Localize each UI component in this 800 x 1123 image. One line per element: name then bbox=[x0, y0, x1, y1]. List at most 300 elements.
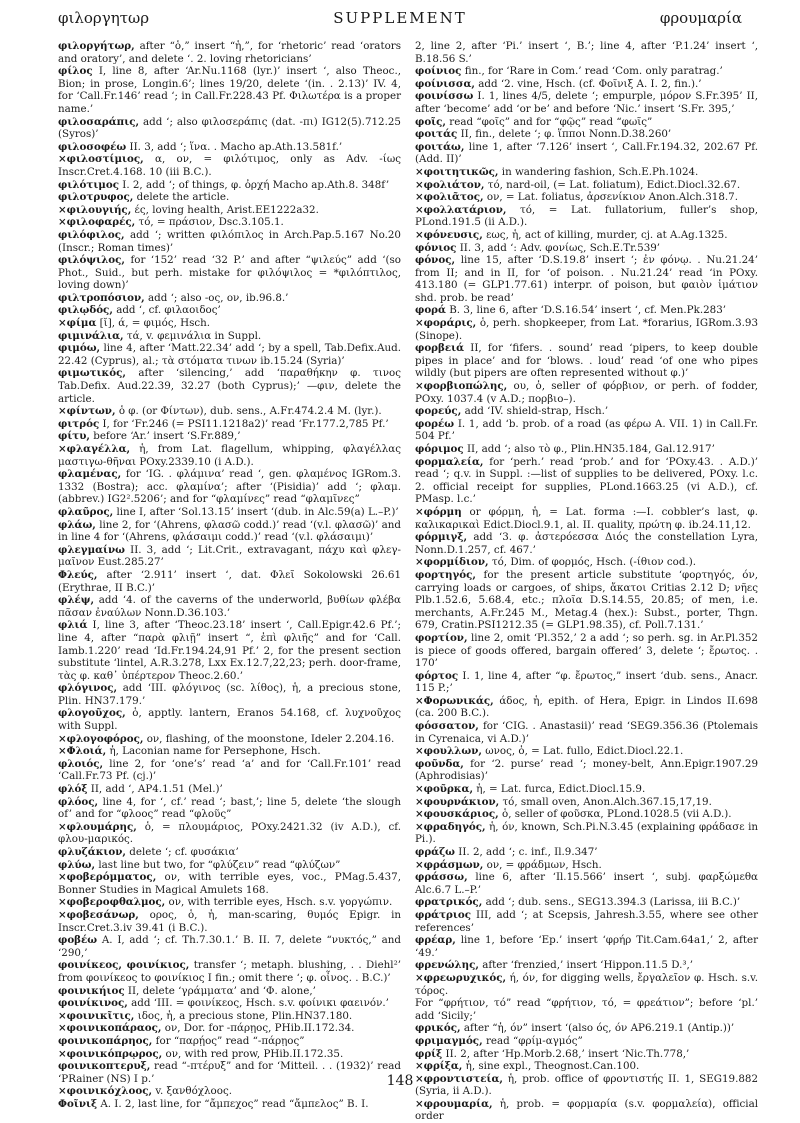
entry-headword: φράζω bbox=[415, 846, 455, 858]
entry-text: ἡ, Laconian name for Persephone, Hsch. bbox=[106, 745, 321, 758]
dictionary-entry bbox=[58, 1022, 401, 1035]
entry-headword: φοῦνδα, bbox=[415, 757, 464, 770]
dictionary-entry bbox=[415, 342, 758, 380]
entry-headword: φρατρικός, bbox=[415, 896, 483, 909]
entry-headword: φλάω, bbox=[58, 518, 96, 531]
entry-text: I, line 8, after ‘Ar.Nu.1168 (lyr.)’ insert ‘, also Theoc., Bion; in prose, Longin.6’; lines 19/20, delete ‘(in. . 2.13)’ IV. 4, for ‘Call.Fr.146’ read ‘; in Call.Fr.228.43 Pf. Φιλωτέρα is a proper name.’ bbox=[58, 65, 401, 115]
dictionary-entry bbox=[58, 342, 401, 367]
entry-headword: ×φόρμη bbox=[415, 505, 462, 518]
dictionary-entry bbox=[58, 1035, 401, 1048]
dictionary-entry bbox=[415, 116, 758, 129]
entry-text: I, for ‘Fr.246 (= PSI11.1218a2)’ read ‘Fr.177.2,785 Pf.’ bbox=[99, 417, 389, 430]
dictionary-entry bbox=[58, 959, 401, 984]
entry-text: delete ‘; cf. φυσάκια’ bbox=[126, 846, 239, 858]
entry-headword: φοίνιος bbox=[415, 65, 462, 78]
entry-headword: φοιτάς bbox=[415, 128, 458, 141]
entry-text: ἡ, = Lat. furca, Edict.Diocl.15.9. bbox=[473, 783, 646, 796]
entry-headword: φρενώλης, bbox=[415, 959, 479, 972]
dictionary-entry bbox=[415, 569, 758, 632]
dictionary-entry bbox=[415, 1035, 758, 1048]
entry-text: after ‘frenzied,’ insert ‘Hippon.11.5 D.³,’ bbox=[478, 959, 694, 972]
entry-headword: Φοῖνιξ bbox=[58, 1097, 98, 1110]
entry-text: or φόρμη, ἡ, = Lat. forma :—I. cobbler’s last, φ. καλικαρικαὶ Edict.Diocl.9.1, al. II. quality, πρώτη φ. ib.24.11,12. bbox=[415, 505, 758, 531]
entry-text: before ‘Ar.’ insert ‘S.Fr.889,’ bbox=[89, 430, 241, 443]
entry-text: II. 3, add ‘; Lit.Crit., extravagant, πάχυ καὶ φλεγ-μαῖνον Eust.285.27’ bbox=[58, 543, 401, 569]
entry-headword: Φλεύς, bbox=[58, 568, 98, 581]
dictionary-entry bbox=[415, 846, 758, 859]
dictionary-entry bbox=[58, 304, 401, 317]
dictionary-entry bbox=[415, 670, 758, 695]
entry-text: add ‘III. φλόγινος (sc. λίθος), ἡ, a precious stone, Plin. HN37.179.’ bbox=[58, 682, 401, 707]
entry-headword: φόσσατον, bbox=[415, 720, 479, 733]
entry-text: II. 3, add ‘: Adv. φονίως, Sch.E.Tr.539’ bbox=[456, 241, 661, 254]
entry-headword: φοίνισσα, bbox=[415, 77, 475, 90]
entry-headword: φοινίκινος, bbox=[58, 997, 128, 1010]
entry-text: ον, with terrible eyes, Hsch. s.v. γοργώπιν. bbox=[165, 896, 393, 909]
entry-text: I. 1, lines 4/5, delete ‘; empurple, μόρον S.Fr.395’ II, after ‘become’ add ‘or be’ and before ‘Nic.’ insert ‘S.Fr. 395,’ bbox=[415, 90, 758, 115]
entry-text: read “-πτέρυξ” and for ‘Mitteil. . . (1932)’ read ‘PRainer (NS) I p.’ bbox=[58, 1060, 401, 1085]
entry-headword: ×φοιτητικῶς, bbox=[415, 165, 499, 178]
dictionary-entry bbox=[58, 1010, 401, 1023]
entry-headword: ×φολιάτον, bbox=[415, 178, 485, 191]
dictionary-entry bbox=[58, 934, 401, 959]
entry-headword: φοινίκεος, φοινίκιος, bbox=[58, 959, 190, 972]
entry-text: line 15, after ‘D.S.19.8’ insert ‘; ἐν φόνῳ. . Nu.21.24’ from II; and in II, for ‘of poison. . Nu.21.24’ read ‘in POxy. 413.180 (= GLP1.77.61) interpr. of poison, but φαιὸν ἱμάτιον shd. prob. be read’ bbox=[415, 254, 758, 304]
entry-text: ιδος, ἡ, a precious stone, Plin.HN37.180. bbox=[134, 1009, 353, 1022]
entry-headword: φοινικοπτερυξ, bbox=[58, 1060, 151, 1073]
entry-text: άδος, ἡ, epith. of Hera, Epigr. in Lindos II.698 (ca. 200 B.C.). bbox=[415, 694, 758, 720]
dictionary-entry bbox=[415, 1048, 758, 1061]
dictionary-entry bbox=[415, 380, 758, 405]
entry-text: add ‘2. vine, Hsch. (cf. Φοῖνιξ A. I. 2, fin.).’ bbox=[475, 77, 702, 90]
entry-text: line I, after ‘Sol.13.15’ insert ‘(dub. in Alc.59(a) L.–P.)’ bbox=[113, 505, 399, 518]
dictionary-entry bbox=[58, 783, 401, 796]
dictionary-entry bbox=[415, 78, 758, 91]
entry-headword: ×φραδηγός, bbox=[415, 820, 486, 833]
entry-text: τό, Dim. of φορμός, Hsch. (-ίθιον cod.). bbox=[488, 556, 696, 569]
entry-headword: ×φοινικόπρῳρος, bbox=[58, 1047, 163, 1060]
entry-headword: φιλοργήτωρ, bbox=[58, 40, 135, 52]
entry-text: line 2, omit ‘Pl.352,’ 2 a add ‘; so perh. sg. in Ar.Pl.352 is piece of goods offered, bargain offered’ 3, delete ‘; ἔρωτος. . 170’ bbox=[415, 631, 758, 670]
entry-headword: ×φοβεσάνωρ, bbox=[58, 908, 139, 921]
entry-headword: φίτυ, bbox=[58, 430, 90, 443]
entry-text: α, ον, = φιλότιμος, only as Adv. -ίως Inscr.Cret.4.168. 10 (iii B.C.). bbox=[58, 153, 401, 178]
dictionary-entry bbox=[58, 367, 401, 405]
entry-text: [ῐ], ά, = φιμός, Hsch. bbox=[96, 317, 211, 330]
entry-headword: ×φλογοφόρος, bbox=[58, 732, 144, 745]
entry-headword: ×φίντων, bbox=[58, 405, 116, 418]
entry-text: ου, ὁ, seller of φόρβιον, or perh. of fodder, POxy. 1037.4 (v A.D.; πορβιο–). bbox=[415, 380, 758, 405]
dictionary-entry bbox=[415, 304, 758, 317]
dictionary-entry bbox=[415, 808, 758, 821]
dictionary-entry bbox=[58, 216, 401, 229]
dictionary-entry bbox=[58, 141, 401, 154]
dictionary-entry bbox=[415, 934, 758, 959]
entry-text: For “φρήτιον, τό” read “φρήτιον, τό, = φρεάτιον”; before ‘pl.’ add ‘Sicily;’ bbox=[415, 997, 758, 1022]
dictionary-entry bbox=[58, 733, 401, 746]
entry-headword: φοινικοπάρηος, bbox=[58, 1034, 153, 1047]
entry-text: II, add ‘, AP4.1.51 (Mel.)’ bbox=[87, 783, 223, 796]
dictionary-entry bbox=[415, 254, 758, 304]
entry-headword: φοῖς, bbox=[415, 115, 447, 128]
entry-text: for ‘152’ read ‘32 P.’ and after “ψιλεύς” add ‘(so Phot., Suid., but perh. mistake for φιλόψιλος = *φιλόπτιλος, loving down)’ bbox=[58, 254, 401, 292]
entry-headword: φίλος bbox=[58, 65, 93, 78]
entry-text: ἡ, sine expl., Theognost.Can.100. bbox=[462, 1060, 640, 1073]
entry-headword: φλέψ, bbox=[58, 594, 95, 607]
entry-headword: ×Φλοιά, bbox=[58, 745, 107, 758]
entry-headword: φράτριος bbox=[415, 908, 471, 921]
dictionary-entry bbox=[58, 191, 401, 204]
entry-headword: φορμαλεία, bbox=[415, 455, 484, 468]
entry-text: line 4, for ‘, cf.’ read ‘; bast,’; line 5, delete ‘the slough of’ and for “φλοος” read “φλοῦς” bbox=[58, 795, 401, 821]
entry-text: line 4, after ‘Matt.22.34’ add ‘; by a spell, Tab.Defix.Aud. 22.42 (Cyprus), al.; τὰ στόματα τινων ib.15.24 (Syria)’ bbox=[58, 342, 401, 367]
entry-text: II, delete ‘γράμματα’ and ‘Φ. alone,’ bbox=[124, 984, 316, 997]
entry-headword: φριμαγμός, bbox=[415, 1034, 483, 1047]
entry-text: ἡ, prob. office of φροντιστής II. 1, SEG19.882 (Syria, ii A.D.). bbox=[415, 1072, 758, 1098]
entry-headword: φιλότιμος bbox=[58, 178, 119, 191]
dictionary-entry bbox=[415, 556, 758, 569]
dictionary-entry bbox=[58, 821, 401, 846]
entry-text: A. I. 2, last line, for “ἄμπεχος” read “ἄμπελος” B. I. bbox=[97, 1097, 369, 1110]
entry-text: ἡ, όν, known, Sch.Pi.N.3.45 (explaining φράδασε in Pi.). bbox=[415, 820, 758, 846]
dictionary-entry bbox=[415, 128, 758, 141]
entry-headword: φρικός, bbox=[415, 1022, 461, 1035]
entry-headword: ×Φορωνικάς, bbox=[415, 694, 494, 707]
dictionary-entry bbox=[415, 418, 758, 443]
entry-text: II, add ‘; also τὸ φ., Plin.HN35.184, Gal.12.917’ bbox=[463, 443, 715, 455]
dictionary-entry bbox=[415, 632, 758, 670]
entry-headword: ×φρουμαρία, bbox=[415, 1097, 493, 1110]
entry-headword: φορβειά bbox=[415, 342, 465, 355]
entry-headword: ×φοινικόχλοος, bbox=[58, 1085, 153, 1098]
entry-headword: φλόος, bbox=[58, 795, 99, 808]
entry-text: read “φρίμ-αγμός” bbox=[482, 1034, 583, 1047]
entry-headword: ×φιλοστίμιος, bbox=[58, 153, 144, 166]
entry-headword: ×φλαγέλλα, bbox=[58, 443, 131, 455]
entry-headword: ×φουρνάκιον, bbox=[415, 795, 500, 808]
dictionary-entry bbox=[415, 229, 758, 242]
dictionary-entry bbox=[58, 846, 401, 859]
dictionary-entry bbox=[58, 418, 401, 431]
header-last-word: φρουμαρία bbox=[659, 9, 742, 27]
dictionary-entry bbox=[415, 141, 758, 166]
entry-headword: φιλῳδός, bbox=[58, 304, 113, 317]
entry-text: ὁ, seller of φοῦσκα, PLond.1028.5 (vii A.D.). bbox=[498, 808, 732, 821]
header-first-word: φιλοργητωρ bbox=[58, 9, 150, 27]
entry-headword: φλαῦρος, bbox=[58, 505, 114, 518]
entry-headword: φιλόψιλος, bbox=[58, 254, 126, 267]
dictionary-entry bbox=[58, 430, 401, 443]
entry-text: read “φοῖς” and for “φῷς” read “φωῖς” bbox=[446, 115, 653, 128]
entry-headword: φλόγινος, bbox=[58, 682, 118, 695]
dictionary-entry bbox=[415, 456, 758, 506]
entry-headword: ×φράσμων, bbox=[415, 858, 484, 871]
dictionary-entry bbox=[415, 909, 758, 934]
entry-text: after ‘2.911’ insert ‘, dat. Φλεῖ Sokolowski 26.61 (Erythrae, II B.C.)’ bbox=[58, 568, 401, 594]
entry-headword: ×φολιᾶτος, bbox=[415, 191, 484, 204]
entry-text: transfer ‘; metaph. blushing, . . Diehl²’ from φοινίκεος to φοινίκιος I fin.; omit there ‘; φ. οἶνος. . B.C.)’ bbox=[58, 959, 401, 984]
entry-text: II. 3, add ‘; ἵνα. . Macho ap.Ath.13.581f.’ bbox=[126, 140, 343, 153]
entry-headword: ×φλουμάρης, bbox=[58, 820, 137, 833]
dictionary-entry bbox=[58, 796, 401, 821]
entry-headword: ×φοράρις, bbox=[415, 317, 477, 330]
dictionary-entry bbox=[58, 985, 401, 998]
entry-headword: φλιά bbox=[58, 619, 88, 632]
entry-headword: φόνος, bbox=[415, 254, 456, 267]
dictionary-entry bbox=[58, 1098, 401, 1111]
entry-text: add ‘; written φιλόπιλος in Arch.Pap.5.167 No.20 (Inscr.; Roman times)’ bbox=[58, 228, 401, 254]
entry-text: add ‘; also φιλοσεράπις (dat. -πι) IG12(5).712.25 (Syros)’ bbox=[58, 115, 401, 141]
entry-text: ον, = φράδμων, Hsch. bbox=[483, 858, 602, 871]
dictionary-entry bbox=[58, 229, 401, 254]
entry-headword: φιλτροπόσιον, bbox=[58, 291, 145, 304]
entry-text: line 1, after ‘7.126’ insert ‘, Call.Fr.194.32, 202.67 Pf. (Add. II)’ bbox=[415, 140, 758, 166]
dictionary-entry bbox=[415, 1060, 758, 1073]
dictionary-entry bbox=[415, 871, 758, 896]
dictionary-entry bbox=[415, 972, 758, 997]
entry-headword: φορά bbox=[415, 304, 446, 317]
entry-headword: φοιτάω, bbox=[415, 140, 465, 153]
entry-headword: φιλοσοφέω bbox=[58, 140, 127, 153]
dictionary-entry bbox=[58, 859, 401, 872]
dictionary-entry bbox=[58, 254, 401, 292]
entry-text: add ‘; dub. sens., SEG13.394.3 (Larissa, iii B.C.)’ bbox=[482, 896, 741, 909]
entry-headword: ×φρίξα, bbox=[415, 1060, 463, 1073]
entry-text: τό, small oven, Anon.Alch.367.15,17,19. bbox=[499, 795, 712, 808]
entry-headword: φράσσω, bbox=[415, 871, 468, 884]
entry-text: ή, όν, for digging wells, ἔργαλεῖον φ. Hsch. s.v. τόρος. bbox=[415, 971, 758, 997]
entry-headword: φοινικήιος bbox=[58, 984, 125, 997]
entry-text: τό, nard-oil, (= Lat. foliatum), Edict.Diocl.32.67. bbox=[484, 178, 741, 191]
dictionary-entry bbox=[58, 594, 401, 619]
entry-headword: φορτηγός, bbox=[415, 568, 476, 581]
entry-headword: ×φοβεροφθαλμος, bbox=[58, 896, 166, 909]
entry-text: ορος, ὁ, ἡ, man-scaring, θυμός Epigr. in Inscr.Cret.3.iv 39.41 (i B.C.). bbox=[58, 908, 401, 934]
dictionary-entry bbox=[58, 519, 401, 544]
entry-text: fin., for ‘Rare in Com.’ read ‘Com. only paratrag.’ bbox=[461, 65, 723, 78]
entry-text: for ‘IG. . φλάμινα’ read ‘, gen. φλαμένος IGRom.3. 1332 (Bostra); acc. φλαμίνα’; after ‘(Pisidia)’ add ‘; φλαμ. (abbrev.) IG2².5206’; and for “φλαμίνες” read “φλαμῖνες” bbox=[58, 468, 401, 506]
entry-text: last line but two, for “φλύζειν” read “φλύζων” bbox=[95, 858, 341, 871]
entry-headword: φόρτος bbox=[415, 669, 459, 682]
entry-headword: φλυζάκιον, bbox=[58, 846, 127, 858]
entry-headword: ×φοῦρκα, bbox=[415, 783, 474, 796]
entry-headword: φοινίσσω bbox=[415, 90, 474, 103]
entry-text: II, for ‘fifers. . sound’ read ‘pipers, to keep double pipes in place’ and for ‘blows. . loud’ read ‘of one who pipes wildly (but pipers are often represented without φ.)’ bbox=[415, 342, 758, 380]
dictionary-entry bbox=[415, 821, 758, 846]
entry-text: ἡ, from Lat. flagellum, whipping, φλαγέλλας μαστιγω-θῆναι POxy.2339.10 (i A.D.). bbox=[58, 443, 401, 468]
entry-text: B. 3, line 6, after ‘D.S.16.54’ insert ‘, cf. Men.Pk.283’ bbox=[445, 304, 727, 317]
entry-text: add ‘3. φ. ἀστερόεσσα Διός the constellation Lyra, Nonn.D.1.257, cf. 467.’ bbox=[415, 531, 758, 556]
entry-headword: ×φιλουγιής, bbox=[58, 203, 132, 216]
dictionary-entry bbox=[58, 330, 401, 343]
entry-text: add ‘III. = φοινίκεος, Hsch. s.v. φοίνικι φαεινόν.’ bbox=[127, 997, 389, 1010]
entry-text: line 1, before ‘Ep.’ insert ‘φρήρ Tit.Cam.64a1,’ 2, after ‘49.’ bbox=[415, 934, 758, 959]
entry-text: delete the article. bbox=[133, 191, 230, 204]
dictionary-entry bbox=[415, 758, 758, 783]
dictionary-entry bbox=[415, 720, 758, 745]
entry-text: add ‘, cf. φιλαοιδος’ bbox=[112, 304, 221, 317]
entry-text: II, fin., delete ‘; φ. ἵπποι Nonn.D.38.260’ bbox=[457, 128, 672, 141]
dictionary-entry bbox=[415, 191, 758, 204]
dictionary-entry bbox=[415, 997, 758, 1022]
entry-text: ωνος, ὁ, = Lat. fullo, Edict.Diocl.22.1. bbox=[481, 745, 684, 758]
entry-headword: φιλοτρυφος, bbox=[58, 191, 134, 204]
dictionary-entry bbox=[58, 569, 401, 594]
dictionary-entry bbox=[415, 65, 758, 78]
entry-text: add ‘; also -ος, ον, ib.96.8.’ bbox=[144, 291, 289, 304]
entry-text: line 2, for ‘one’s’ read ‘a’ and for ‘Call.Fr.101’ read ‘Call.Fr.73 Pf. (cj.)’ bbox=[58, 757, 401, 783]
entry-headword: φλόξ bbox=[58, 783, 88, 796]
entry-text: line 2, for ‘(Ahrens, φλασῶ codd.)’ read ‘(v.l. φλασῶ)’ and in line 4 for ‘(Ahrens, φλάσαιμι codd.)’ read ‘(v.l. φλάσαιμι)’ bbox=[58, 518, 401, 544]
entry-text: for ‘CIG. . Anastasii)’ read ‘SEG9.356.36 (Ptolemais in Cyrenaica, vi A.D.)’ bbox=[415, 720, 758, 745]
entry-text: ον, flashing, of the moonstone, Ideler 2.204.16. bbox=[143, 732, 395, 745]
entry-text: ὁ, = πλουμάριος, POxy.2421.32 (iv A.D.), cf. φλου-μαρικός. bbox=[58, 820, 401, 846]
entry-headword: ×φορμίδιον, bbox=[415, 556, 489, 569]
dictionary-entry bbox=[58, 443, 401, 468]
dictionary-entry bbox=[58, 468, 401, 506]
dictionary-entry bbox=[58, 405, 401, 418]
entry-headword: ×φοινικοπάραος, bbox=[58, 1022, 162, 1035]
entry-headword: φιμωτικός, bbox=[58, 367, 126, 380]
entry-headword: φλεγμαίνω bbox=[58, 543, 125, 556]
dictionary-entry bbox=[415, 166, 758, 179]
entry-text: add ‘IV. shield-strap, Hsch.’ bbox=[461, 405, 609, 418]
dictionary-entry bbox=[415, 783, 758, 796]
entry-text: for ‘perh.’ read ‘prob.’ and for ‘POxy.43. . A.D.)’ read ‘; q.v. in Suppl. :—list of supplies to be delivered, POxy. l.c. 2. official receipt for supplies, PLond.1663.25 (vi A.D.), cf. PMasp. l.c.’ bbox=[415, 455, 758, 506]
dictionary-entry bbox=[415, 405, 758, 418]
entry-headword: ×φοβερόμματος, bbox=[58, 871, 157, 884]
entry-text: 2, line 2, after ‘Pi.’ insert ‘, B.’; line 4, after ‘P.1.24’ insert ‘, B.18.56 S.’ bbox=[415, 40, 758, 65]
entry-text: II. 2, add ‘; c. inf., Il.9.347’ bbox=[455, 846, 598, 858]
entry-text: after “ἡ, όν” insert ‘(also ός, όν AP6.219.1 (Antip.))’ bbox=[460, 1022, 735, 1035]
dictionary-entry bbox=[415, 531, 758, 556]
dictionary-entry bbox=[58, 544, 401, 569]
entry-text: for ‘2. purse’ read ‘; money-belt, Ann.Epigr.1907.29 (Aphrodisias)’ bbox=[415, 757, 758, 783]
dictionary-entry bbox=[58, 292, 401, 305]
dictionary-entry bbox=[415, 443, 758, 456]
dictionary-entry bbox=[58, 871, 401, 896]
entry-headword: φοβέω bbox=[58, 934, 98, 947]
entry-text: ὁ, perh. shopkeeper, from Lat. *forarius, IGRom.3.93 (Sinope). bbox=[415, 317, 758, 342]
entry-headword: φορεύς, bbox=[415, 405, 462, 418]
entry-headword: φρέαρ, bbox=[415, 934, 456, 947]
entry-text: τό, = Lat. fullatorium, fuller’s shop, PLond.191.5 (ii A.D.). bbox=[415, 203, 758, 229]
dictionary-entry bbox=[415, 317, 758, 342]
dictionary-entry bbox=[415, 859, 758, 872]
dictionary-entry bbox=[58, 153, 401, 178]
entry-text: τό, = πράσιον, Dsc.3.105.1. bbox=[135, 216, 284, 229]
entry-text: after ‘silencing,’ add ‘παραθήκην φ. τινος Tab.Defix. Aud.22.39, 32.27 (both Cyprus);’ —φιν, delete the article. bbox=[58, 367, 401, 405]
dictionary-entry bbox=[58, 619, 401, 682]
dictionary-entry bbox=[415, 1022, 758, 1035]
dictionary-entry bbox=[415, 90, 758, 115]
running-header bbox=[58, 8, 742, 30]
dictionary-entry bbox=[58, 997, 401, 1010]
entry-text: add ‘4. of the caverns of the underworld, βυθίων φλέβα πᾶσαν ἐναύλων Nonn.D.36.103.’ bbox=[58, 594, 401, 619]
dictionary-entry bbox=[415, 796, 758, 809]
dictionary-entry bbox=[415, 204, 758, 229]
entry-headword: ×φορβιοπώλης, bbox=[415, 380, 508, 393]
dictionary-entry bbox=[58, 682, 401, 707]
entry-text: εως, ἡ, act of killing, murder, cj. at A.Ag.1325. bbox=[482, 228, 728, 241]
entry-text: ον, Dor. for -πάρῃος, PHib.II.172.34. bbox=[161, 1022, 355, 1035]
dictionary-entry bbox=[58, 204, 401, 217]
header-section-title: SUPPLEMENT bbox=[333, 9, 467, 27]
entry-text: ές, loving health, Arist.EE1222a32. bbox=[131, 203, 319, 216]
entry-text: A. I, add ‘; cf. Th.7.30.1.’ B. II. 7, delete “νυκτός,” and ‘290,’ bbox=[58, 934, 401, 959]
entry-headword: ×φροντιστεία, bbox=[415, 1072, 503, 1085]
dictionary-entry bbox=[415, 896, 758, 909]
entry-headword: ×φουσκάριος, bbox=[415, 808, 499, 821]
entry-text: II. 2, after ‘Hp.Morb.2.68,’ insert ‘Nic.Th.778,’ bbox=[442, 1047, 690, 1060]
dictionary-entry bbox=[415, 506, 758, 531]
entry-text: v. ξανθόχλοος. bbox=[152, 1085, 232, 1098]
entry-text: ον, with red prow, PHib.II.172.35. bbox=[162, 1047, 344, 1060]
dictionary-entry bbox=[58, 758, 401, 783]
entry-text: after “ὁ,” insert “ἡ,”, for ‘rhetoric’ read ‘orators and oratory’, and delete ‘. 2. loving rhetoricians’ bbox=[58, 40, 401, 65]
entry-headword: φόριμος bbox=[415, 443, 464, 455]
entry-headword: ×φουλλων, bbox=[415, 745, 482, 758]
entry-headword: φιμόω, bbox=[58, 342, 101, 355]
dictionary-entry bbox=[58, 909, 401, 934]
dictionary-entry bbox=[415, 745, 758, 758]
entry-headword: φόνιος bbox=[415, 241, 457, 254]
dictionary-entry bbox=[58, 745, 401, 758]
dictionary-entry bbox=[415, 695, 758, 720]
entry-headword: ×φίμα bbox=[58, 317, 97, 330]
entry-text: τά, v. φεμινάλια in Suppl. bbox=[123, 329, 262, 342]
page-number: 148 bbox=[386, 1073, 414, 1089]
entry-headword: ×φολλατάριον, bbox=[415, 203, 507, 216]
entry-headword: φόρμιγξ, bbox=[415, 531, 468, 544]
entry-headword: φλογοῦχος, bbox=[58, 707, 126, 720]
entry-headword: φιμινάλια, bbox=[58, 329, 124, 342]
dictionary-entry bbox=[58, 896, 401, 909]
entry-text: ὁ φ. (or Φίντων), dub. sens., A.Fr.474.2.4 M. (lyr.). bbox=[115, 405, 382, 418]
entry-headword: φρίξ bbox=[415, 1047, 443, 1060]
entry-text: line 6, after ‘Il.15.566’ insert ‘, subj. φαρξώμεθα Alc.6.7 L.–P.’ bbox=[415, 871, 758, 896]
dictionary-entry bbox=[58, 1048, 401, 1061]
dictionary-entry bbox=[58, 506, 401, 519]
entry-text: I. 2, add ‘; of things, φ. ὀρχή Macho ap.Ath.8. 348f’ bbox=[118, 178, 390, 191]
entry-headword: φιτρός bbox=[58, 417, 100, 430]
dictionary-entry bbox=[415, 179, 758, 192]
dictionary-entry bbox=[415, 959, 758, 972]
entry-headword: φλύω, bbox=[58, 858, 96, 871]
entry-text: ον, with terrible eyes, voc., PMag.5.437, Bonner Studies in Magical Amulets 168. bbox=[58, 871, 401, 896]
entry-text: for “παρῄος” read “-πάρῃος” bbox=[152, 1034, 305, 1047]
entry-headword: φορέω bbox=[415, 417, 455, 430]
entry-text: I. 1, add ‘b. prob. of a road (as φέρω A. VII. 1) in Call.Fr. 504 Pf.’ bbox=[415, 417, 758, 443]
entry-text: ἡ, prob. = φορμαρία (s.v. φορμαλεία), official order bbox=[415, 1097, 758, 1123]
dictionary-entry bbox=[58, 707, 401, 732]
dictionary-entry bbox=[58, 65, 401, 115]
dictionary-entry bbox=[415, 1098, 758, 1123]
entry-headword: φορτίον, bbox=[415, 631, 468, 644]
entry-headword: ×φόνευσις, bbox=[415, 228, 483, 241]
dictionary-entry bbox=[58, 40, 401, 65]
entry-headword: φιλόφιλος, bbox=[58, 228, 125, 241]
entry-headword: ×φιλοφαρές, bbox=[58, 216, 136, 229]
entry-headword: ×φρεωρυχικός, bbox=[415, 971, 507, 984]
entry-text: I, line 3, after ‘Theoc.23.18’ insert ‘, Call.Epigr.42.6 Pf.’; line 4, after “παρὰ φλιῇ” insert “, ἐπὶ φλιῆς” and for ‘Call. Iamb.1.220’ read ‘Id.Fr.194.24,91 Pf.’ 2, for the present section substitute ‘lintel, A.R.3.278, Lxx Ex.12.7,22,23; perh. door-frame, τὰς φ. καθ᾽ ὑπέρτερον Theoc.2.60.’ bbox=[58, 619, 401, 682]
entry-text: ον, = Lat. foliatus, ἀρσενίκιον Anon.Alch.318.7. bbox=[483, 191, 738, 204]
entry-text: in wandering fashion, Sch.E.Ph.1024. bbox=[498, 165, 699, 178]
entry-headword: φιλοσαράπις, bbox=[58, 115, 140, 128]
dictionary-entry bbox=[415, 242, 758, 255]
dictionary-entry bbox=[58, 179, 401, 192]
entry-headword: φλοιός, bbox=[58, 757, 104, 770]
